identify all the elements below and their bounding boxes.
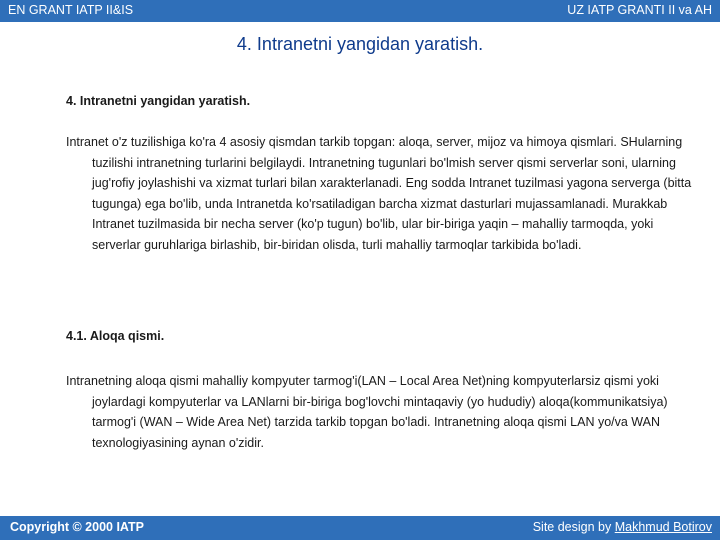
- copyright-text: Copyright © 2000 IATP: [10, 520, 145, 534]
- header-right-text: UZ IATP GRANTI II va AH: [567, 3, 712, 17]
- footer-bar: [0, 516, 720, 540]
- site-design-prefix: Site design by: [532, 520, 612, 534]
- section-heading-2: 4.1. Aloqa qismi.: [66, 329, 165, 343]
- slide-title: 4. Intranetni yangidan yaratish.: [236, 34, 484, 54]
- header-left-text: EN GRANT IATP II&IS: [8, 3, 134, 17]
- author-link[interactable]: Makhmud Botirov: [614, 520, 712, 534]
- section-paragraph-2: Intranetning aloqa qismi mahalliy kompyuter tarmog'i(LAN – Local Area Net)ning kompyuterlarsiz qismi yoki joylardagi kompyuterlar va LANlarni bir-biriga bog'lovchi mintaqaviy (yo hududiy) aloqa(kommunikatsiya) tarmog'i (WAN – Wide Area Net) tarzida tarkib topgan bo'ladi. Intranetning aloqa qismi LAN yo/va WAN texnologiyasining aynan o'zidir.: [66, 374, 668, 450]
- section-heading-1: 4. Intranetni yangidan yaratish.: [66, 94, 251, 108]
- section-paragraph-1: Intranet o'z tuzilishiga ko'ra 4 asosiy qismdan tarkib topgan: aloqa, server, mijoz va himoya qismlari. SHularning tuzilishi intranetning turlarini belgilaydi. Intranetning tugunlari bo'lmish server qismi serverlar soni, ularning jug'rofiy joylashishi va xizmat turlari bilan xarakterlanadi. Eng sodda Intranet tuzilmasi yagona serverga (bitta tugunga) ega bo'lib, unda Intranetda ko'rsatiladigan barcha xizmat dasturlari mujassamlanadi. Murakkab Intranet tuzilmasida bir necha server (ko'p tugun) bo'lib, ular bir-biriga yaqin – mahalliy tarmoqda, yoki serverlar guruhlariga birlashib, bir-biridan olisda, turli mahalliy tarmoqlar tarkibida bo'ladi.: [66, 135, 692, 252]
- site-design-credit: [533, 520, 712, 534]
